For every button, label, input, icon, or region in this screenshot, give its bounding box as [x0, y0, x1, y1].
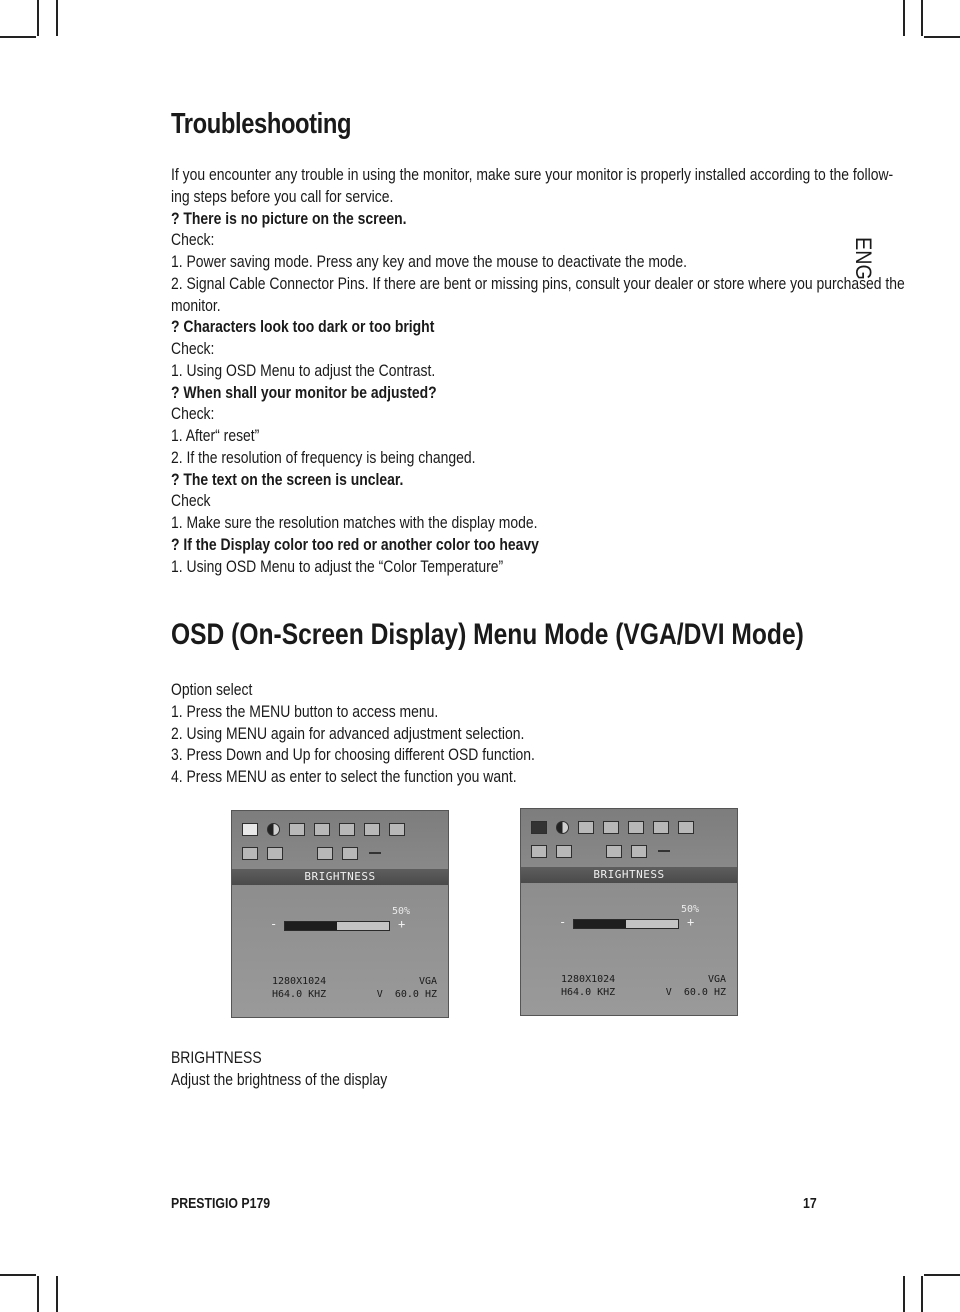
phase-icon: [628, 821, 644, 834]
osd-v-freq: V 60.0 HZ: [376, 989, 437, 1000]
crop-mark: [924, 36, 960, 38]
intro-line: If you encounter any trouble in using the monitor, make sure your monitor is properly installed according to the follow-: [171, 165, 894, 184]
spacer: [581, 845, 597, 858]
crop-mark: [56, 0, 58, 36]
osd-step: 1. Press the MENU button to access menu.: [171, 701, 439, 721]
osd-icon-row: [531, 821, 694, 834]
osd-percent: 50%: [392, 906, 411, 917]
information-icon: [556, 845, 572, 858]
check-item: 1. Using OSD Menu to adjust the Contrast.: [171, 360, 436, 380]
troubleshooting-body: [171, 164, 960, 577]
crop-mark: [924, 1274, 960, 1276]
question-heading: ? When shall your monitor be adjusted?: [171, 382, 437, 402]
osd-step: 4. Press MENU as enter to select the function you want.: [171, 767, 517, 786]
section-title-troubleshooting: [171, 108, 391, 141]
question-heading: ? Characters look too dark or too bright: [171, 317, 435, 337]
osd-screenshot: [231, 810, 449, 1018]
position-icon: [289, 823, 305, 836]
osd-step: 2. Using MENU again for advanced adjustment selection.: [171, 723, 525, 743]
crop-mark: [903, 1276, 905, 1312]
brightness-icon: [531, 821, 547, 834]
osd-level-bar: [573, 919, 679, 929]
osd-step: 3. Press Down and Up for choosing different OSD function.: [171, 745, 535, 765]
information-icon: [267, 847, 283, 860]
auto-adjust-icon: [389, 823, 405, 836]
osd-signal: VGA: [418, 976, 437, 987]
osd-plus: +: [687, 915, 695, 929]
brightness-icon: [242, 823, 258, 836]
size-icon: [603, 821, 619, 834]
crop-mark: [56, 1276, 58, 1312]
osd-function-label: BRIGHTNESS: [521, 867, 737, 883]
auto-adjust-icon: [678, 821, 694, 834]
osd-resolution: 1280X1024: [272, 976, 327, 987]
osd-level-bar: [284, 921, 390, 931]
osd-icon-row: [531, 845, 672, 858]
language-icon: [242, 847, 258, 860]
check-label: Check: [171, 491, 211, 511]
troubleshooting-title-text: Troubleshooting: [171, 108, 352, 140]
exit-arrow-icon: [367, 847, 383, 860]
osd-h-freq: H64.0 KHZ: [561, 987, 616, 998]
reset-icon: [342, 847, 358, 860]
intro-line: ing steps before you call for service.: [171, 186, 394, 206]
osd-minus: -: [270, 917, 278, 931]
color-icon: [653, 821, 669, 834]
osd-resolution: 1280X1024: [561, 974, 616, 985]
check-label: Check:: [171, 230, 215, 250]
language-icon: [531, 845, 547, 858]
size-icon: [314, 823, 330, 836]
check-item: 1. After“ reset”: [171, 426, 260, 445]
brightness-heading-text: BRIGHTNESS: [171, 1048, 262, 1067]
language-side-tab: [846, 237, 876, 280]
crop-mark: [0, 36, 36, 38]
color-icon: [364, 823, 380, 836]
osd-icon-row: [242, 823, 405, 836]
phase-icon: [339, 823, 355, 836]
language-side-tab-label: ENG: [851, 237, 876, 280]
question-heading: ? If the Display color too red or another color too heavy: [171, 534, 539, 554]
check-label: Check:: [171, 339, 215, 358]
footer-brand: [171, 1195, 292, 1212]
option-select-label: Option select: [171, 680, 253, 699]
osd-percent: 50%: [681, 904, 700, 915]
crop-mark: [37, 0, 39, 36]
check-item: 2. Signal Cable Connector Pins. If there are bent or missing pins, consult your dealer or store where you purchased the: [171, 273, 905, 293]
osd-minus: -: [559, 915, 567, 929]
osd-instructions: [171, 679, 615, 788]
osd-h-freq: H64.0 KHZ: [272, 989, 327, 1000]
brightness-description-text: Adjust the brightness of the display: [171, 1070, 388, 1089]
question-heading: ? There is no picture on the screen.: [171, 208, 407, 228]
osd-level-fill: [285, 922, 337, 930]
osd-signal-info: [561, 973, 731, 999]
osd-function-label: BRIGHTNESS: [232, 869, 448, 885]
contrast-icon: [267, 823, 280, 836]
osd-title-text: OSD (On-Screen Display) Menu Mode (VGA/DVI Mode): [171, 618, 804, 651]
exit-arrow-icon: [656, 845, 672, 858]
brightness-description: [171, 1070, 435, 1090]
osd-signal-info: [272, 975, 442, 1001]
crop-mark: [921, 0, 923, 36]
question-heading: ? The text on the screen is unclear.: [171, 469, 404, 489]
section-title-osd: [171, 618, 943, 652]
contrast-icon: [556, 821, 569, 834]
page-number: [803, 1195, 820, 1212]
osd-level-fill: [574, 920, 626, 928]
check-item: 1. Using OSD Menu to adjust the “Color Temperature”: [171, 556, 504, 576]
brightness-heading: [171, 1048, 282, 1068]
crop-mark: [903, 0, 905, 36]
osd-screenshot: [520, 808, 738, 1016]
position-icon: [578, 821, 594, 834]
crop-mark: [0, 1274, 36, 1276]
osd-icon-row: [242, 847, 383, 860]
crop-mark: [921, 1276, 923, 1312]
osd-signal: VGA: [707, 974, 726, 985]
osd-plus: +: [398, 917, 406, 931]
check-item: 1. Power saving mode. Press any key and move the mouse to deactivate the mode.: [171, 252, 688, 271]
page-number-text: 17: [803, 1195, 817, 1212]
footer-brand-text: PRESTIGIO P179: [171, 1195, 271, 1212]
osd-setting-icon: [606, 845, 622, 858]
check-item: 1. Make sure the resolution matches with the display mode.: [171, 513, 538, 532]
crop-mark: [37, 1276, 39, 1312]
reset-icon: [631, 845, 647, 858]
check-item: monitor.: [171, 295, 221, 315]
check-item: 2. If the resolution of frequency is being changed.: [171, 447, 476, 467]
check-label: Check:: [171, 404, 215, 424]
osd-setting-icon: [317, 847, 333, 860]
spacer: [292, 847, 308, 860]
osd-v-freq: V 60.0 HZ: [665, 987, 726, 998]
